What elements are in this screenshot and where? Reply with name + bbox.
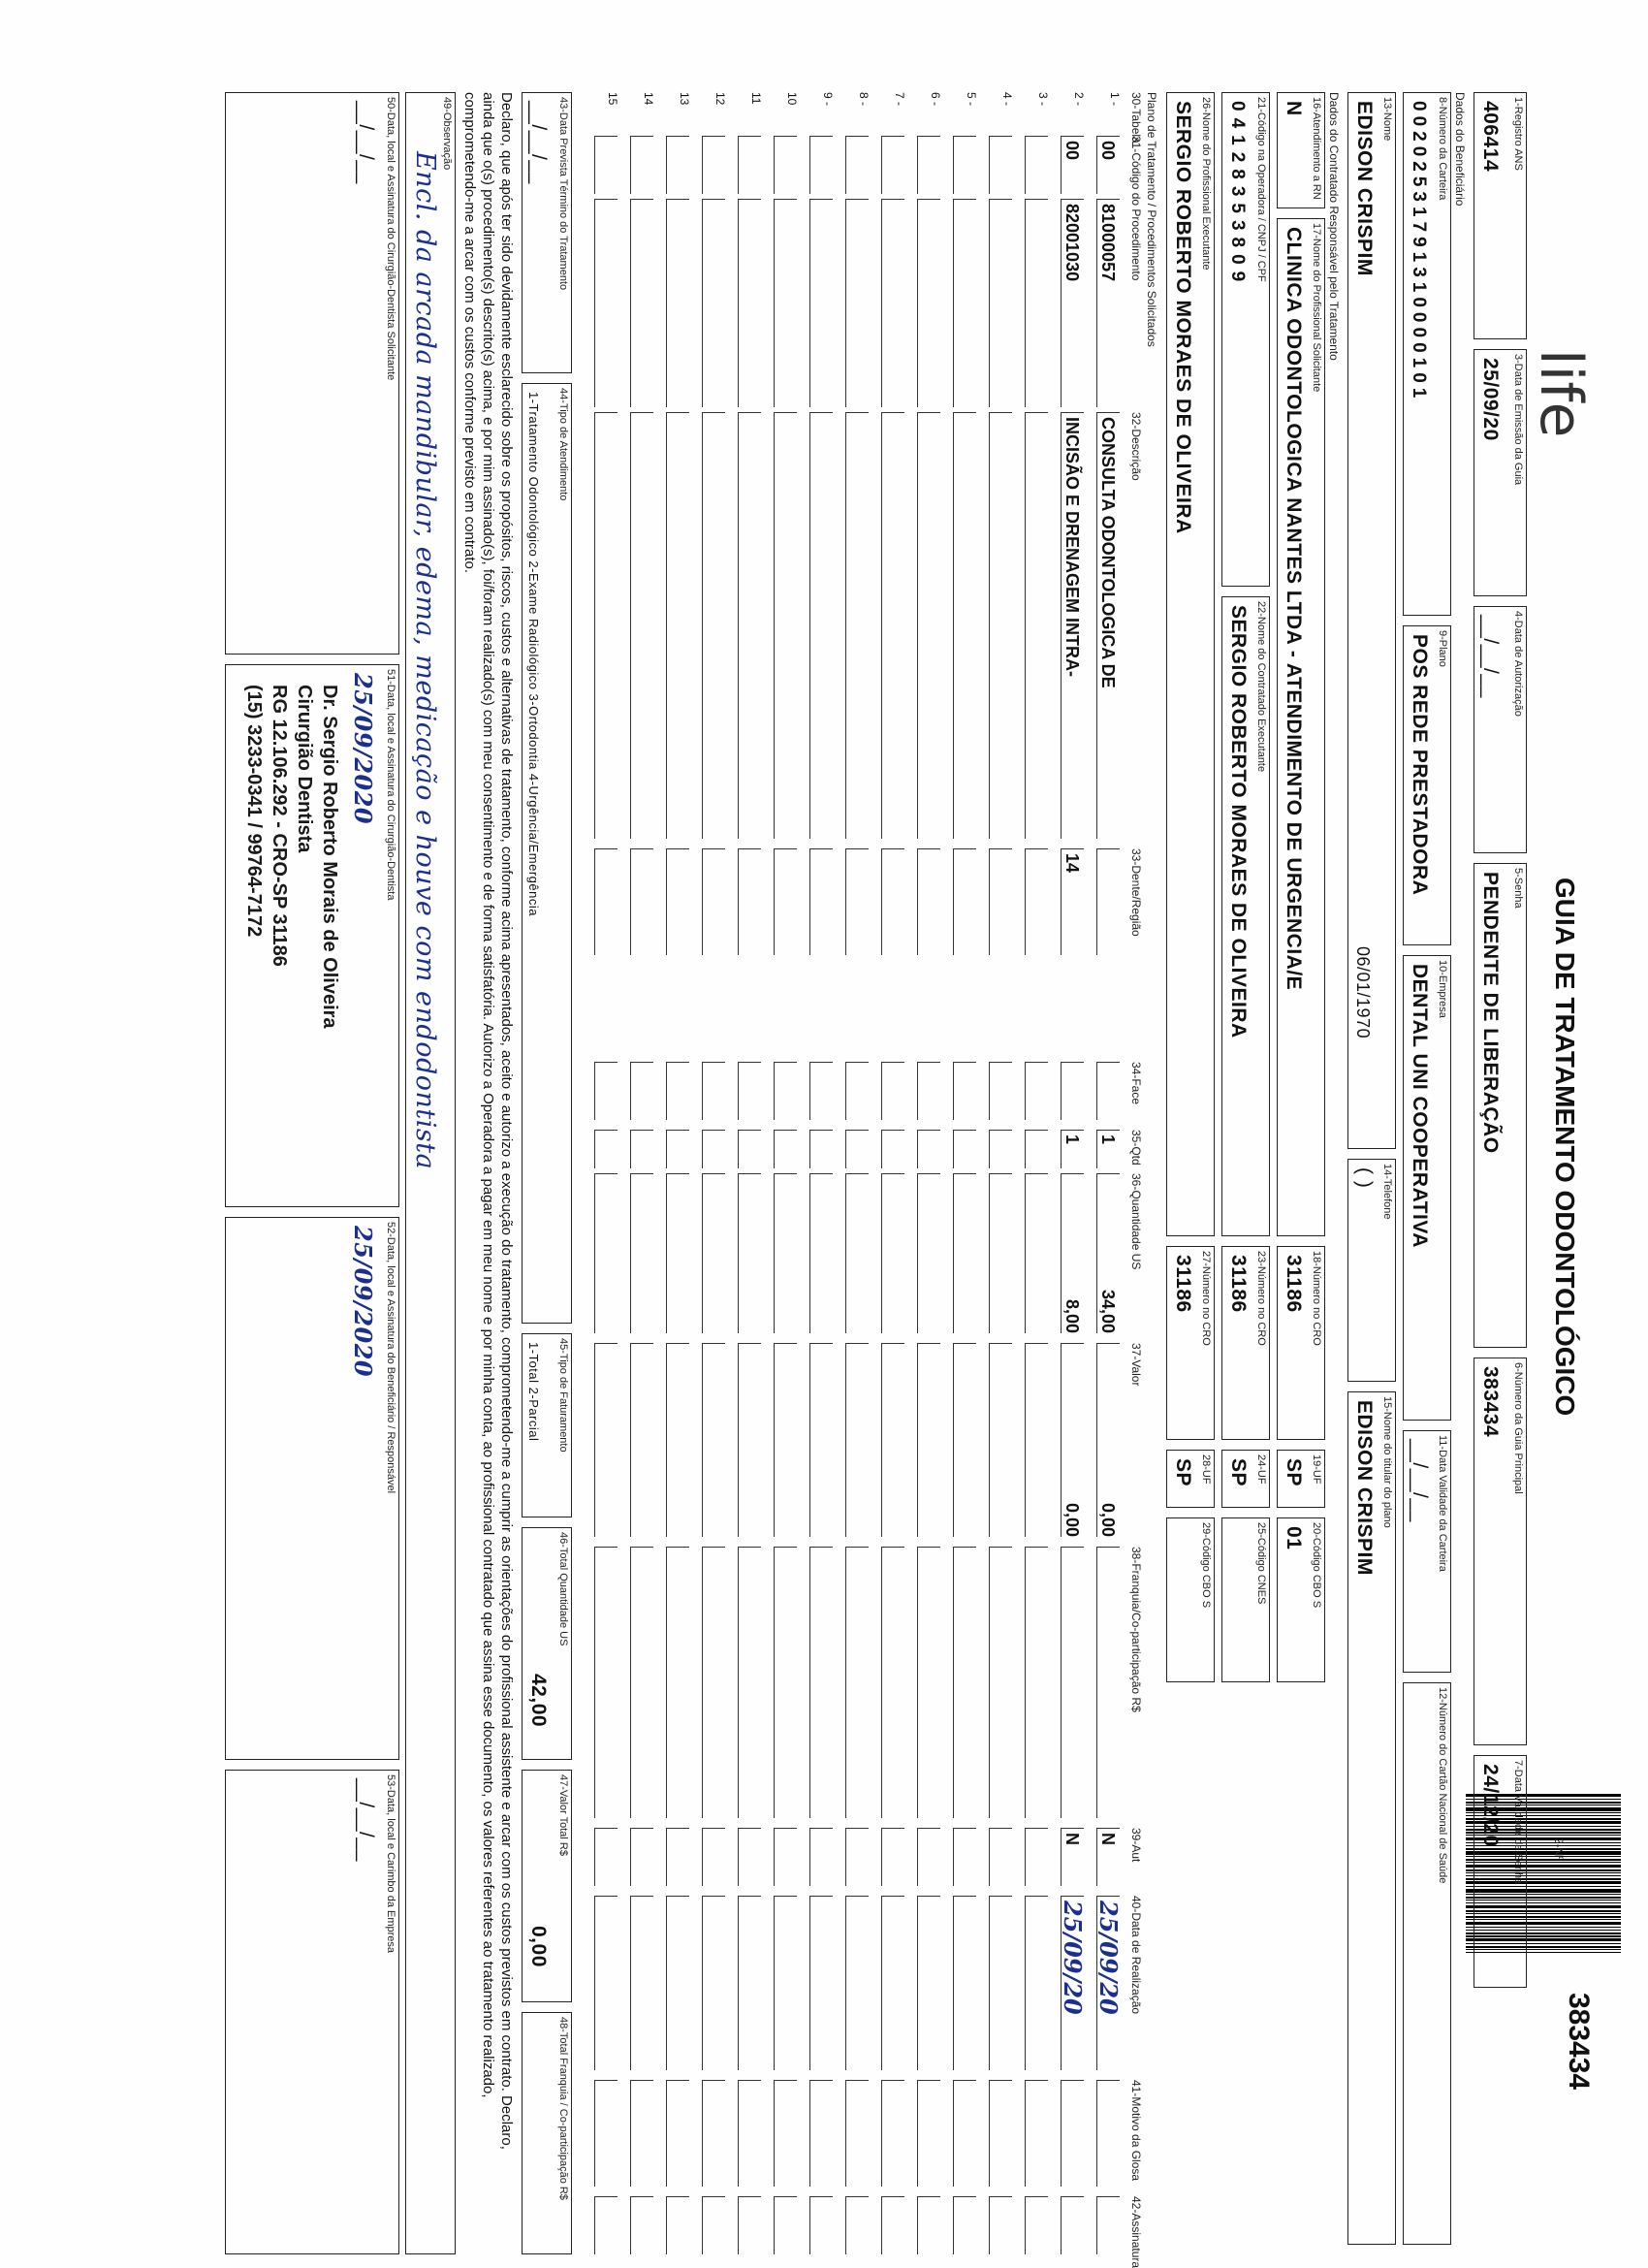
cell-us — [594, 1173, 618, 1333]
cell-descricao: INCISÃO E DRENAGEM INTRA- — [1061, 412, 1084, 839]
cell-valor — [845, 1343, 869, 1537]
cell-codigo — [702, 199, 725, 407]
field-registro-ans: 1-Registro ANS 406414 — [1474, 92, 1527, 339]
cell-face — [1096, 1062, 1120, 1120]
plan-headers — [1127, 92, 1143, 2268]
cell-data — [666, 1896, 689, 2070]
cell-qtd — [953, 1130, 976, 1168]
field-cbo-executante: 29-Código CBO S — [1166, 1517, 1215, 1682]
field-validade-carteira: 11-Data Validade da Carteira __/__/__ — [1403, 1430, 1451, 1673]
field-cro-contratado: 23-Número no CRO 31186 — [1221, 1246, 1270, 1440]
cell-aut — [881, 1828, 904, 1886]
cell-aut — [630, 1828, 653, 1886]
cell-qtd — [666, 1130, 689, 1168]
cell-franquia — [594, 1547, 618, 1818]
cell-assin — [953, 2196, 976, 2254]
field-assinatura-beneficiario: 52-Data, local e Assinatura do Beneficiário / Responsável 25/09/2020 — [225, 1217, 399, 1760]
plan-row — [623, 92, 659, 2254]
plan-header: 33-Dente/Região — [1129, 848, 1143, 937]
cell-qtd — [881, 1130, 904, 1168]
cell-qtd — [738, 1130, 761, 1168]
cell-franquia — [881, 1547, 904, 1818]
cell-glosa — [666, 2080, 689, 2187]
cell-tabela — [702, 136, 725, 194]
cell-glosa — [1025, 2080, 1048, 2187]
field-cbo-solicitante: 20-Código CBO S 01 — [1277, 1517, 1325, 1682]
cell-descricao — [774, 412, 797, 839]
cell-codigo — [845, 199, 869, 407]
row-number: 1 - — [1108, 92, 1122, 107]
field-cro-executante: 27-Número no CRO 31186 — [1166, 1246, 1215, 1440]
cell-franquia — [774, 1547, 797, 1818]
cell-qtd — [630, 1130, 653, 1168]
cell-data — [594, 1896, 618, 2070]
cell-us — [702, 1173, 725, 1333]
cell-assin — [594, 2196, 618, 2254]
cell-descricao — [666, 412, 689, 839]
cell-descricao — [953, 412, 976, 839]
cell-tabela — [594, 136, 618, 194]
cell-face — [989, 1062, 1012, 1120]
cell-data — [845, 1896, 869, 2070]
cell-dente — [917, 848, 940, 955]
cell-us — [845, 1173, 869, 1333]
cell-assin — [845, 2196, 869, 2254]
row-number: 14 — [642, 92, 655, 106]
field-data-autorizacao: 4-Data de Autorização __/__/__ — [1474, 606, 1527, 853]
plan-header: 37-Valor — [1129, 1343, 1143, 1387]
cell-franquia — [702, 1547, 725, 1818]
cell-aut — [702, 1828, 725, 1886]
cell-assin — [774, 2196, 797, 2254]
cell-aut — [809, 1828, 833, 1886]
cell-franquia — [1025, 1547, 1048, 1818]
cell-face — [630, 1062, 653, 1120]
cell-tabela: 00 — [1096, 136, 1120, 194]
field-atendimento-rn: 16-Atendimento a RN N — [1277, 92, 1325, 208]
cell-glosa — [917, 2080, 940, 2187]
cell-glosa — [630, 2080, 653, 2187]
cell-assin — [809, 2196, 833, 2254]
field-guia-principal: 6-Número da Guia Principal 383434 — [1474, 1358, 1527, 1745]
row-number: 3 - — [1036, 92, 1050, 107]
cell-glosa — [1061, 2080, 1084, 2187]
cell-descricao — [845, 412, 869, 839]
cell-valor — [809, 1343, 833, 1537]
cell-aut — [989, 1828, 1012, 1886]
cell-us — [1025, 1173, 1048, 1333]
field-numero-carteira: 8-Número da Carteira 00202531791310000101 — [1403, 92, 1451, 616]
plan-row — [874, 92, 910, 2254]
cell-glosa — [1096, 2080, 1120, 2187]
stamp-line: RG 12.106.292 - CRO-SP 31186 — [269, 685, 290, 967]
cell-assin — [989, 2196, 1012, 2254]
cell-assin — [666, 2196, 689, 2254]
field-cnes: 25-Código CNES — [1221, 1517, 1270, 1682]
cell-qtd — [845, 1130, 869, 1168]
cell-valor — [630, 1343, 653, 1537]
cell-qtd — [1025, 1130, 1048, 1168]
plan-row — [587, 92, 623, 2254]
cell-codigo: 81000057 — [1096, 199, 1120, 407]
cell-dente — [881, 848, 904, 955]
cell-data — [809, 1896, 833, 2070]
cell-descricao — [702, 412, 725, 839]
cell-glosa — [702, 2080, 725, 2187]
guide-number-label: 2-Nº — [1552, 1837, 1566, 1861]
cell-us — [774, 1173, 797, 1333]
plan-row — [946, 92, 982, 2254]
cell-franquia — [845, 1547, 869, 1818]
cell-codigo — [774, 199, 797, 407]
cell-us — [666, 1173, 689, 1333]
cell-valor — [702, 1343, 725, 1537]
cell-descricao — [630, 412, 653, 839]
cell-qtd — [989, 1130, 1012, 1168]
cell-franquia — [809, 1547, 833, 1818]
cell-qtd: 1 — [1061, 1130, 1084, 1168]
stamp-line: (15) 3233-0341 / 99764-7172 — [243, 685, 265, 938]
birth-date: 06/01/1970 — [1353, 946, 1373, 1039]
cell-face — [845, 1062, 869, 1120]
cell-assin — [917, 2196, 940, 2254]
field-uf-solicitante: 19-UF SP — [1277, 1450, 1325, 1508]
cell-codigo — [881, 199, 904, 407]
field-plano: 9-Plano POS REDE PRESTADORA — [1403, 625, 1451, 945]
plan-row — [839, 92, 874, 2254]
cell-us — [989, 1173, 1012, 1333]
plan-header: 42-Assinatura — [1129, 2196, 1143, 2268]
cell-glosa — [845, 2080, 869, 2187]
cell-tabela — [989, 136, 1012, 194]
cell-valor — [738, 1343, 761, 1537]
cell-face — [738, 1062, 761, 1120]
plan-header: 38-Franquia/Co-participação R$ — [1129, 1547, 1143, 1712]
cell-us: 8,00 — [1061, 1173, 1084, 1333]
plan-row — [1018, 92, 1054, 2254]
cell-franquia — [738, 1547, 761, 1818]
plan-header: 40-Data de Realização — [1129, 1896, 1143, 2015]
field-contratado-executante: 22-Nome do Contratado Executante SERGIO ROBERTO MORAES DE OLIVEIRA — [1221, 596, 1270, 1236]
cell-codigo — [1025, 199, 1048, 407]
field-titular: 15-Nome do titular do plano EDISON CRISPIM — [1347, 1391, 1396, 2245]
cell-codigo — [953, 199, 976, 407]
cell-codigo: 82001030 — [1061, 199, 1084, 407]
cell-tabela — [738, 136, 761, 194]
cell-qtd — [774, 1130, 797, 1168]
cell-dente — [774, 848, 797, 955]
cell-face — [666, 1062, 689, 1120]
cell-descricao: CONSULTA ODONTOLOGICA DE — [1096, 412, 1120, 839]
cell-us: 34,00 — [1096, 1173, 1120, 1333]
cell-qtd — [594, 1130, 618, 1168]
field-uf-contratado: 24-UF SP — [1221, 1450, 1270, 1508]
plan-row — [767, 92, 803, 2254]
row-number: 10 — [785, 92, 799, 106]
section-plano: Plano de Tratamento / Procedimentos Solicitados — [1145, 92, 1158, 347]
guide-form — [150, 92, 1595, 2268]
field-telefone: 14-Telefone ( ) — [1347, 1159, 1396, 1382]
cell-codigo — [594, 199, 618, 407]
row-number: 12 — [713, 92, 727, 106]
plan-row — [659, 92, 695, 2254]
stamp-line: Cirurgião Dentista — [294, 685, 315, 853]
cell-aut — [738, 1828, 761, 1886]
cell-dente — [845, 848, 869, 955]
row-number: 15 — [606, 92, 619, 106]
cell-tabela — [1025, 136, 1048, 194]
cell-dente — [989, 848, 1012, 955]
plan-row — [982, 92, 1018, 2254]
cell-franquia — [1061, 1547, 1084, 1818]
row-number: 11 — [749, 92, 763, 105]
cell-dente — [1025, 848, 1048, 955]
field-total-franquia: 48-Total Franquia / Co-participação R$ — [522, 2012, 572, 2254]
field-valor-total: 47-Valor Total R$ 0,00 — [522, 1770, 572, 2002]
cell-assin — [738, 2196, 761, 2254]
cell-valor — [989, 1343, 1012, 1537]
plan-table — [583, 92, 1125, 2254]
cell-tabela — [809, 136, 833, 194]
cell-valor: 0,00 — [1061, 1343, 1084, 1537]
row-number: 7 - — [893, 92, 906, 107]
field-tipo-faturamento: 45-Tipo de Faturamento 1-Total 2-Parcial — [522, 1333, 572, 1517]
cell-glosa — [989, 2080, 1012, 2187]
row-number: 2 - — [1072, 92, 1086, 107]
plan-header: 32-Descrição — [1129, 412, 1143, 481]
row-number: 8 - — [857, 92, 871, 107]
cell-dente — [953, 848, 976, 955]
cell-aut — [1025, 1828, 1048, 1886]
cell-face — [594, 1062, 618, 1120]
cell-data — [702, 1896, 725, 2070]
plan-header: 30-Tabela — [1129, 92, 1143, 144]
cell-tabela — [917, 136, 940, 194]
field-assinatura-solicitante: 50-Data, local e Assinatura do Cirurgião-Dentista Solicitante __/__/__ — [225, 92, 399, 655]
plan-row — [731, 92, 767, 2254]
cell-valor: 0,00 — [1096, 1343, 1120, 1537]
plan-header: 35-Qtd — [1129, 1130, 1143, 1166]
cell-valor — [881, 1343, 904, 1537]
cell-valor — [666, 1343, 689, 1537]
cell-face — [881, 1062, 904, 1120]
cell-assin — [1025, 2196, 1048, 2254]
cell-dente — [809, 848, 833, 955]
field-empresa: 10-Empresa DENTAL UNI COOPERATIVA — [1403, 955, 1451, 1421]
cell-qtd — [702, 1130, 725, 1168]
cell-glosa — [594, 2080, 618, 2187]
cell-glosa — [774, 2080, 797, 2187]
cell-valor — [1025, 1343, 1048, 1537]
cell-codigo — [666, 199, 689, 407]
plan-row — [803, 92, 839, 2254]
cell-dente — [1096, 848, 1120, 955]
cell-aut — [845, 1828, 869, 1886]
cell-us — [809, 1173, 833, 1333]
cell-franquia — [630, 1547, 653, 1818]
cell-glosa — [881, 2080, 904, 2187]
field-data-emissao: 3-Data de Emissão da Guia 25/09/20 — [1474, 349, 1527, 596]
cell-qtd — [917, 1130, 940, 1168]
cell-aut — [953, 1828, 976, 1886]
cell-face — [809, 1062, 833, 1120]
cell-assin — [1061, 2196, 1084, 2254]
field-cartao-nacional: 12-Número do Cartão Nacional de Saúde — [1403, 1682, 1451, 2245]
cell-descricao — [881, 412, 904, 839]
cell-us — [738, 1173, 761, 1333]
cell-descricao — [989, 412, 1012, 839]
guide-number: 383434 — [1563, 1993, 1595, 2091]
cell-franquia — [917, 1547, 940, 1818]
row-number: 13 — [678, 92, 691, 106]
cell-codigo — [989, 199, 1012, 407]
cell-us — [630, 1173, 653, 1333]
field-codigo-operadora: 21-Código na Operadora / CNPJ / CPF 04128353809 — [1221, 92, 1270, 587]
field-assinatura-cirurgiao: 51-Data, local e Assinatura do Cirurgião-Dentista 25/09/2020 Dr. Sergio Roberto Morais de Oliveira Cirurgião Dentista RG 12.106.292 - CRO-SP 31186 (15) 3233-0341 / 99764-7172 — [225, 664, 399, 1207]
cell-descricao — [917, 412, 940, 839]
field-total-us: 46-Total Quantidade US 42,00 — [522, 1527, 572, 1760]
cell-dente — [594, 848, 618, 955]
cell-tabela — [845, 136, 869, 194]
cell-face — [953, 1062, 976, 1120]
cell-data — [630, 1896, 653, 2070]
cell-qtd — [809, 1130, 833, 1168]
cell-data — [1025, 1896, 1048, 2070]
cell-valor — [953, 1343, 976, 1537]
cell-codigo — [738, 199, 761, 407]
cell-assin — [702, 2196, 725, 2254]
cell-dente — [666, 848, 689, 955]
cell-data — [774, 1896, 797, 2070]
cell-franquia — [989, 1547, 1012, 1818]
field-carimbo-empresa: 53-Data, local e Carimbo da Empresa __/__/__ — [225, 1770, 399, 2254]
plan-header: 41-Motivo da Glosa — [1129, 2080, 1143, 2182]
cell-codigo — [630, 199, 653, 407]
cell-dente — [738, 848, 761, 955]
cell-aut — [917, 1828, 940, 1886]
row-number: 5 - — [965, 92, 978, 107]
cell-aut: N — [1061, 1828, 1084, 1886]
plan-row — [1090, 92, 1125, 2254]
cell-tabela — [630, 136, 653, 194]
field-data-prevista: 43-Data Prevista Término do Tratamento __/__/__ — [522, 92, 572, 373]
field-tipo-atendimento: 44-Tipo de Atendimento 1-Tratamento Odontológico 2-Exame Radiológico 3-Ortodontia 4-Urgência/Emergência — [522, 383, 572, 1324]
cell-aut — [594, 1828, 618, 1886]
page-title: GUIA DE TRATAMENTO ODONTOLÓGICO — [1550, 878, 1580, 1417]
cell-aut — [666, 1828, 689, 1886]
plan-header: 36-Quantidade US — [1129, 1173, 1143, 1270]
plan-row — [695, 92, 731, 2254]
section-beneficiario: Dados do Beneficiário — [1453, 92, 1467, 207]
plan-row — [910, 92, 946, 2254]
cell-data — [881, 1896, 904, 2070]
plan-row — [1054, 92, 1090, 2254]
cell-valor — [774, 1343, 797, 1537]
cell-tabela — [666, 136, 689, 194]
stamp-line: Dr. Sergio Roberto Morais de Oliveira — [319, 685, 340, 1029]
cell-face — [917, 1062, 940, 1120]
cell-descricao — [809, 412, 833, 839]
field-observacao: 49-Observação Encl. da arcada mandibular, edema, medicação e houve com endodontista — [405, 92, 456, 2254]
cell-descricao — [738, 412, 761, 839]
field-cro-solicitante: 18-Número no CRO 31186 — [1277, 1246, 1325, 1440]
logo: life — [1527, 349, 1595, 438]
cell-descricao — [594, 412, 618, 839]
field-senha: 5-Senha PENDENTE DE LIBERAÇÃO — [1474, 863, 1527, 1348]
cell-qtd: 1 — [1096, 1130, 1120, 1168]
cell-data — [953, 1896, 976, 2070]
plan-header: 31-Código do Procedimento — [1129, 136, 1143, 281]
cell-codigo — [917, 199, 940, 407]
cell-franquia — [953, 1547, 976, 1818]
cell-tabela: 00 — [1061, 136, 1084, 194]
cell-data — [989, 1896, 1012, 2070]
row-number: 6 - — [929, 92, 942, 107]
cell-dente — [630, 848, 653, 955]
cell-aut: N — [1096, 1828, 1120, 1886]
field-uf-executante: 28-UF SP — [1166, 1450, 1215, 1508]
cell-data: 25/09/20 — [1061, 1896, 1084, 2070]
cell-face — [774, 1062, 797, 1120]
field-nome: 13-Nome EDISON CRISPIM 06/01/1970 — [1347, 92, 1396, 1149]
cell-glosa — [738, 2080, 761, 2187]
cell-face — [1025, 1062, 1048, 1120]
cell-assin — [630, 2196, 653, 2254]
cell-dente: 14 — [1061, 848, 1084, 955]
cell-franquia — [1096, 1547, 1120, 1818]
cell-tabela — [881, 136, 904, 194]
cell-franquia — [666, 1547, 689, 1818]
cell-us — [953, 1173, 976, 1333]
cell-data: 25/09/20 — [1096, 1896, 1120, 2070]
cell-dente — [702, 848, 725, 955]
field-validade-senha: 7-Data Validade da Senha 24/12/20 — [1474, 1755, 1527, 1988]
cell-valor — [594, 1343, 618, 1537]
plan-header: 34-Face — [1129, 1062, 1143, 1105]
cell-glosa — [809, 2080, 833, 2187]
cell-us — [917, 1173, 940, 1333]
plan-header: 39-Aut — [1129, 1828, 1143, 1863]
cell-face — [702, 1062, 725, 1120]
cell-face — [1061, 1062, 1084, 1120]
cell-us — [881, 1173, 904, 1333]
cell-assin — [881, 2196, 904, 2254]
field-profissional-executante: 26-Nome do Profissional Executante SERGIO ROBERTO MORAES DE OLIVEIRA — [1166, 92, 1215, 1236]
row-number: 4 - — [1000, 92, 1014, 107]
cell-tabela — [953, 136, 976, 194]
declaration-text: Declaro, que após ter sido devidamente esclarecido sobre os propósitos, riscos, custos e alternativas de tratamento, conforme acima apresentados, aceito e autorizo a execução do tratamento, comprometendo-me a cumprir as orientações do profissional assistente e arcar com os custos previstos em contrato. Declaro, ainda que o(s) procedimento(s) descrito(s) acima, e por mim assinado(s), foi/foram realizado(s) com meu consentimento e de forma satisfatória. Autorizo a Operadora a pagar em meu nome e por minha conta, ao profissional contratado que assina esse documento, os valores referentes ao tratamento realizado, comprometendo-me a arcar com os custos conforme previsto em contrato. — [461, 92, 515, 2150]
cell-data — [917, 1896, 940, 2070]
cell-aut — [774, 1828, 797, 1886]
cell-data — [738, 1896, 761, 2070]
cell-codigo — [809, 199, 833, 407]
row-number: 9 - — [821, 92, 835, 107]
cell-valor — [917, 1343, 940, 1537]
cell-tabela — [774, 136, 797, 194]
cell-descricao — [1025, 412, 1048, 839]
field-profissional-solicitante: 17-Nome do Profissional Solicitante CLINICA ODONTOLOGICA NANTES LTDA - ATENDIMENTO DE URGENCIA/E — [1277, 218, 1325, 1236]
section-contratado: Dados do Contratado Responsável pelo Tratamento — [1327, 92, 1341, 361]
cell-assin — [1096, 2196, 1120, 2254]
cell-glosa — [953, 2080, 976, 2187]
